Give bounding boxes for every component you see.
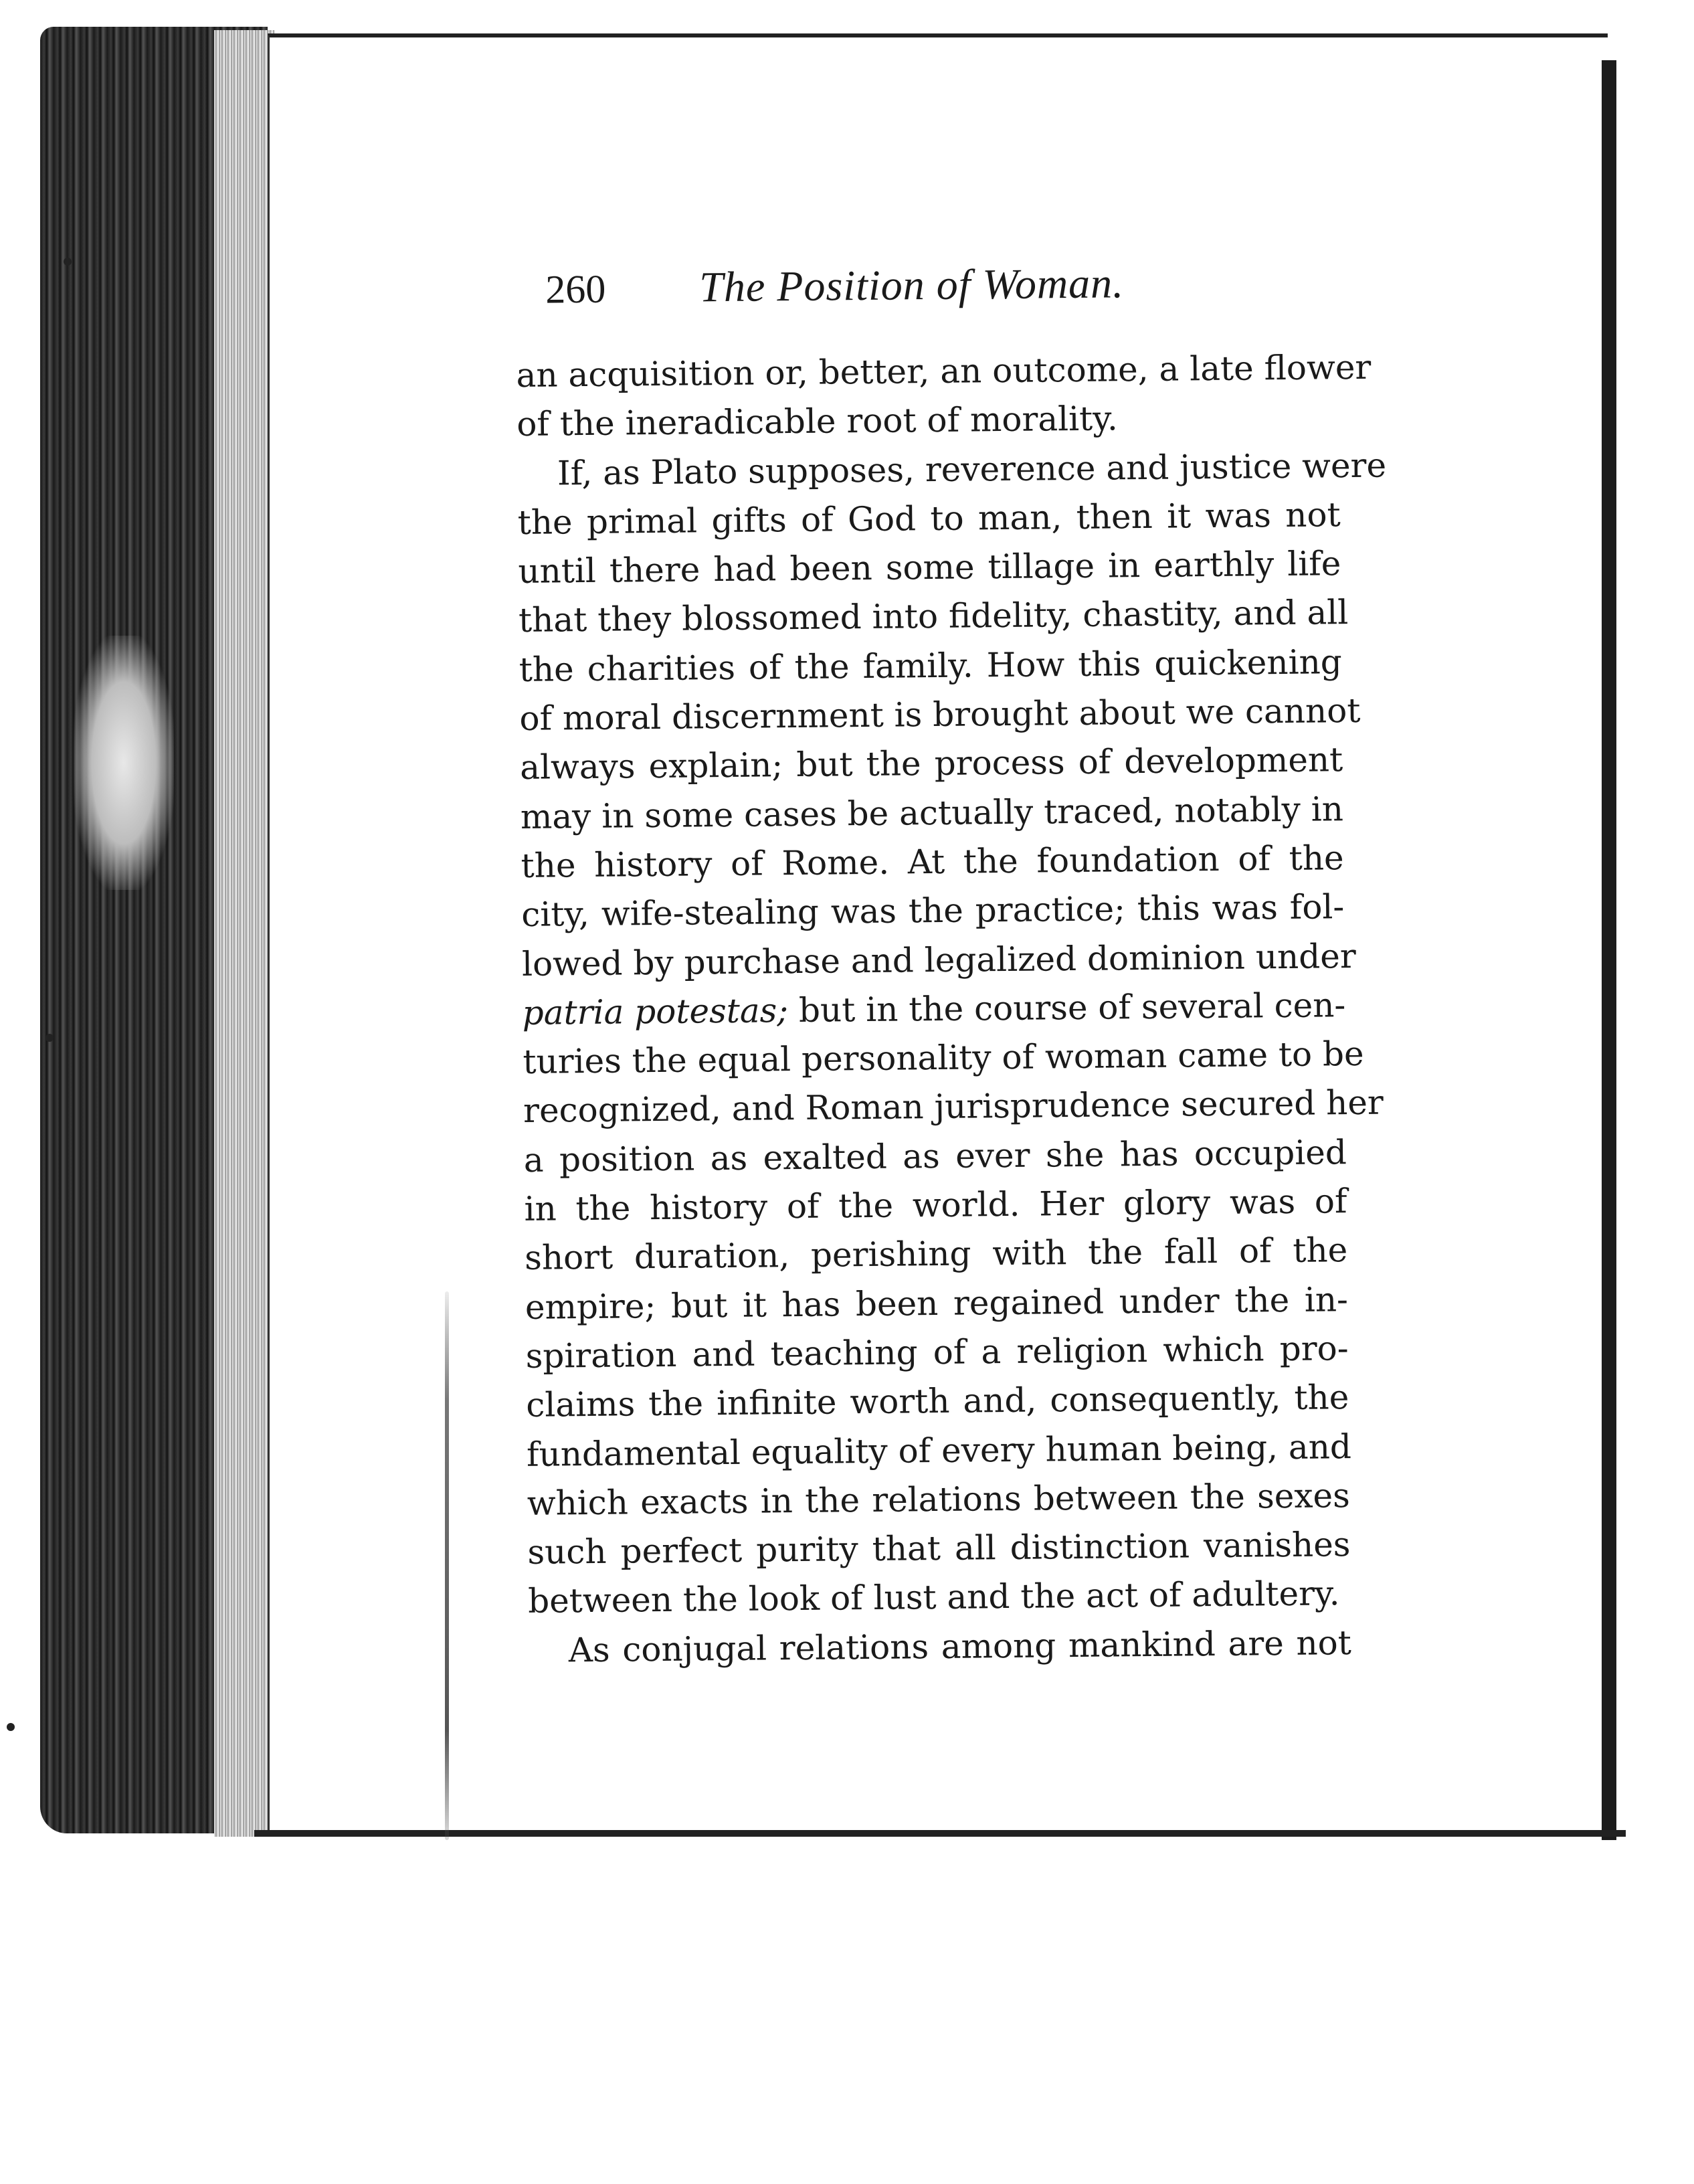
text-line: lowed by purchase and legalized dominion under — [521, 936, 1356, 984]
text-line: until there had been some tillage in earthly life — [518, 544, 1341, 592]
text-line: claims the infinite worth and, consequently, the — [526, 1378, 1349, 1425]
text-line: that they blossomed into fidelity, chastity, and all — [518, 593, 1349, 640]
page-stack-edge — [214, 30, 274, 1837]
speck — [64, 258, 72, 266]
text-line: in the history of the world. Her glory was of — [524, 1182, 1347, 1228]
speck — [45, 1034, 54, 1042]
text-line: an acquisition or, better, an outcome, a late flower — [516, 347, 1372, 395]
text-line: turies the equal personality of woman came to be — [523, 1034, 1364, 1082]
text-line: may in some cases be actually traced, notably in — [520, 789, 1344, 836]
page-number: 260 — [545, 266, 606, 312]
text-line: such perfect purity that all distinction vanishes — [527, 1525, 1351, 1572]
page-text — [515, 256, 1398, 1675]
text-line-with-italic — [522, 981, 1345, 1038]
text-line: empire; but it has been regained under the in- — [525, 1279, 1349, 1327]
text-line: As conjugal relations among mankind are not — [568, 1623, 1352, 1670]
bottom-page-edge — [254, 1830, 1626, 1837]
running-head — [545, 256, 1386, 351]
text-line: spiration and teaching of a religion which pro- — [525, 1329, 1349, 1376]
text-line: which exacts in the relations between the sexes — [527, 1475, 1350, 1523]
text-line: fundamental equality of every human being, and — [526, 1427, 1352, 1474]
text-line: between the look of lust and the act of adultery. — [527, 1574, 1340, 1621]
edge-stain — [74, 636, 174, 890]
text-line: always explain; but the process of development — [519, 740, 1343, 788]
text-line: of the ineradicable root of morality. — [516, 399, 1119, 444]
text-line: the primal gifts of God to man, then it was not — [517, 495, 1341, 542]
text-line: city, wife-stealing was the practice; this was fol- — [521, 887, 1345, 935]
text-line: a position as exalted as ever she has occupied — [523, 1132, 1347, 1180]
latin-phrase: patria potestas; — [522, 990, 789, 1032]
text-line: recognized, and Roman jurisprudence secured her — [523, 1083, 1384, 1131]
text-line: short duration, perishing with the fall of the — [524, 1231, 1348, 1278]
text-line: the charities of the family. How this quickening — [519, 642, 1343, 689]
running-title: The Position of Woman. — [698, 259, 1125, 311]
text-line: If, as Plato supposes, reverence and justice were — [557, 446, 1387, 493]
pencil-margin-mark — [445, 1291, 449, 1840]
text-line-remainder: but in the course of several cen- — [798, 985, 1346, 1030]
speck — [7, 1723, 15, 1731]
right-page-edge — [1602, 60, 1616, 1840]
text-line: of moral discernment is brought about we cannot — [519, 691, 1361, 739]
text-line: the history of Rome. At the foundation of the — [521, 838, 1344, 885]
